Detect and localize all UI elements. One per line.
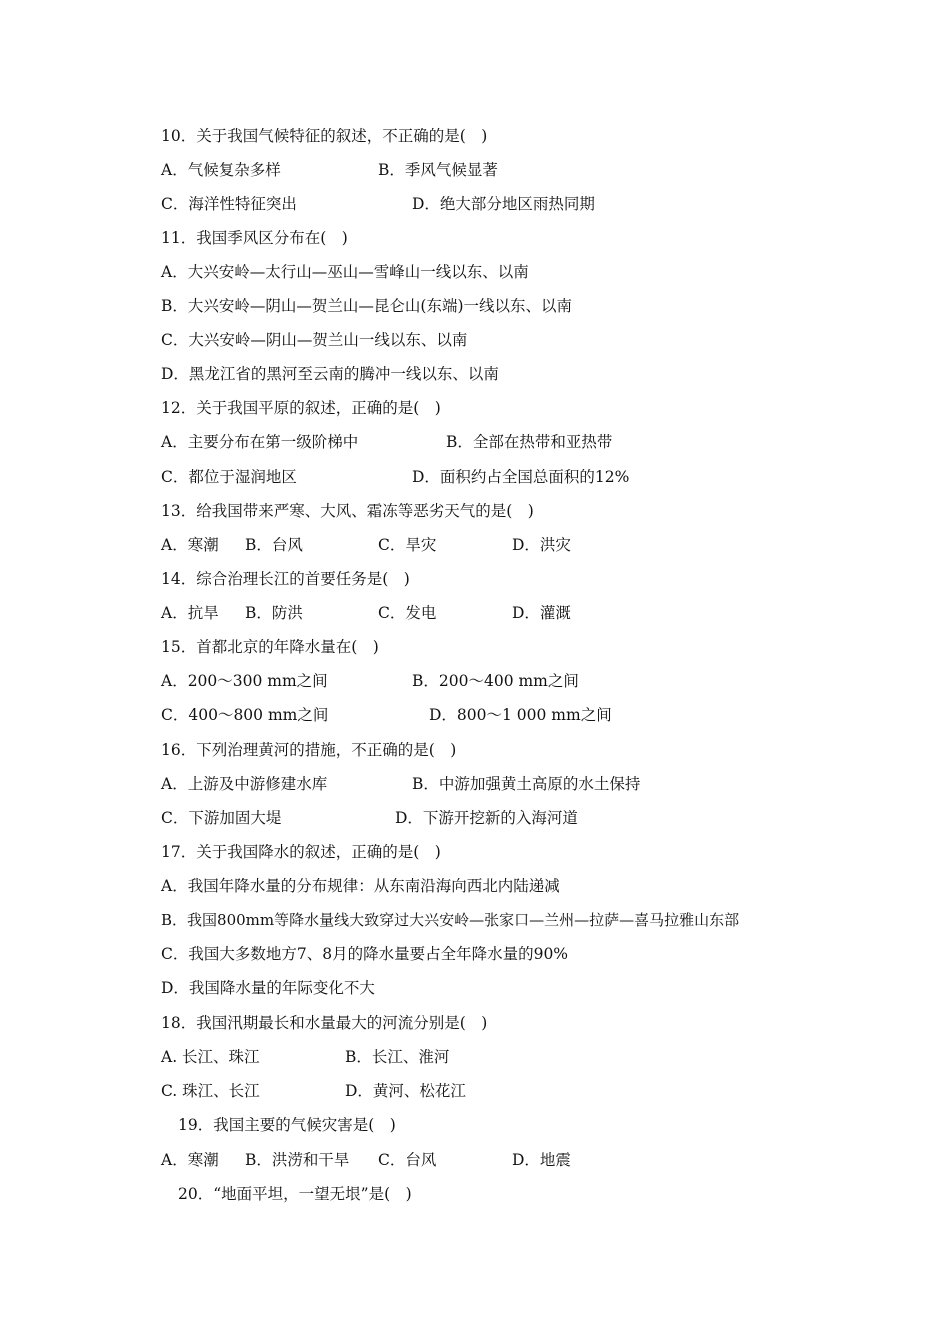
question-stem-text: 12．关于我国平原的叙述，正确的是( ) bbox=[161, 399, 441, 417]
option-d: D．面积约占全国总面积的12% bbox=[412, 468, 630, 486]
option-b: B．全部在热带和亚热带 bbox=[446, 433, 613, 451]
option-b: B．中游加强黄土高原的水土保持 bbox=[412, 775, 641, 793]
option-d: D．下游开挖新的入海河道 bbox=[395, 809, 578, 827]
question-stem-text: 18．我国汛期最长和水量最大的河流分别是( ) bbox=[161, 1014, 488, 1032]
option-c: C．海洋性特征突出 bbox=[161, 195, 297, 213]
option-d: D．黑龙江省的黑河至云南的腾冲一线以东、以南 bbox=[161, 365, 499, 383]
option-a: A．我国年降水量的分布规律：从东南沿海向西北内陆递减 bbox=[161, 877, 560, 895]
option-d: D．绝大部分地区雨热同期 bbox=[412, 195, 595, 213]
option-b: B．我国800mm等降水量线大致穿过大兴安岭—张家口—兰州—拉萨—喜马拉雅山东部 bbox=[161, 911, 740, 929]
option-a: A．抗旱 bbox=[161, 604, 219, 622]
question-stem-text: 10．关于我国气候特征的叙述，不正确的是( ) bbox=[161, 127, 488, 145]
question-stem-text: 13．给我国带来严寒、大风、霜冻等恶劣天气的是( ) bbox=[161, 502, 534, 520]
option-c: C．大兴安岭—阴山—贺兰山一线以东、以南 bbox=[161, 331, 468, 349]
option-b: B．大兴安岭—阴山—贺兰山—昆仑山(东端)一线以东、以南 bbox=[161, 297, 572, 315]
option-d: D．灌溉 bbox=[512, 604, 571, 622]
option-d: D．我国降水量的年际变化不大 bbox=[161, 979, 375, 997]
option-a: A．上游及中游修建水库 bbox=[161, 775, 328, 793]
option-a: A．寒潮 bbox=[161, 536, 219, 554]
option-a: A．寒潮 bbox=[161, 1151, 219, 1169]
option-b: B．200～400 mm之间 bbox=[412, 672, 579, 690]
option-b: B．防洪 bbox=[245, 604, 303, 622]
question-stem-text: 19．我国主要的气候灾害是( ) bbox=[178, 1116, 396, 1134]
option-d: D．800～1 000 mm之间 bbox=[429, 706, 612, 724]
question-stem-text: 16．下列治理黄河的措施，不正确的是( ) bbox=[161, 741, 457, 759]
option-d: D．地震 bbox=[512, 1151, 571, 1169]
option-c: C．都位于湿润地区 bbox=[161, 468, 297, 486]
question-stem-text: 11．我国季风区分布在( ) bbox=[161, 229, 348, 247]
option-b: B．台风 bbox=[245, 536, 303, 554]
option-d: D．黄河、松花江 bbox=[345, 1082, 466, 1100]
option-a: A．200～300 mm之间 bbox=[161, 672, 328, 690]
option-b: B．长江、淮河 bbox=[345, 1048, 450, 1066]
question-stem-text: 14．综合治理长江的首要任务是( ) bbox=[161, 570, 410, 588]
option-a: A．气候复杂多样 bbox=[161, 161, 281, 179]
option-c: C．400～800 mm之间 bbox=[161, 706, 329, 724]
option-c: C．下游加固大堤 bbox=[161, 809, 282, 827]
option-c: C．台风 bbox=[378, 1151, 437, 1169]
option-b: B．季风气候显著 bbox=[378, 161, 498, 179]
option-c: C．我国大多数地方7、8月的降水量要占全年降水量的90% bbox=[161, 945, 569, 963]
option-b: B．洪涝和干旱 bbox=[245, 1151, 350, 1169]
question-stem-text: 20．“地面平坦，一望无垠”是( ) bbox=[178, 1185, 412, 1203]
option-d: D．洪灾 bbox=[512, 536, 571, 554]
option-c: C. 珠江、长江 bbox=[161, 1082, 260, 1100]
question-stem-text: 15．首都北京的年降水量在( ) bbox=[161, 638, 379, 656]
question-stem-text: 17．关于我国降水的叙述，正确的是( ) bbox=[161, 843, 441, 861]
option-c: C．旱灾 bbox=[378, 536, 437, 554]
option-a: A. 长江、珠江 bbox=[161, 1048, 260, 1066]
option-c: C．发电 bbox=[378, 604, 437, 622]
option-a: A．主要分布在第一级阶梯中 bbox=[161, 433, 359, 451]
option-a: A．大兴安岭—太行山—巫山—雪峰山一线以东、以南 bbox=[161, 263, 529, 281]
